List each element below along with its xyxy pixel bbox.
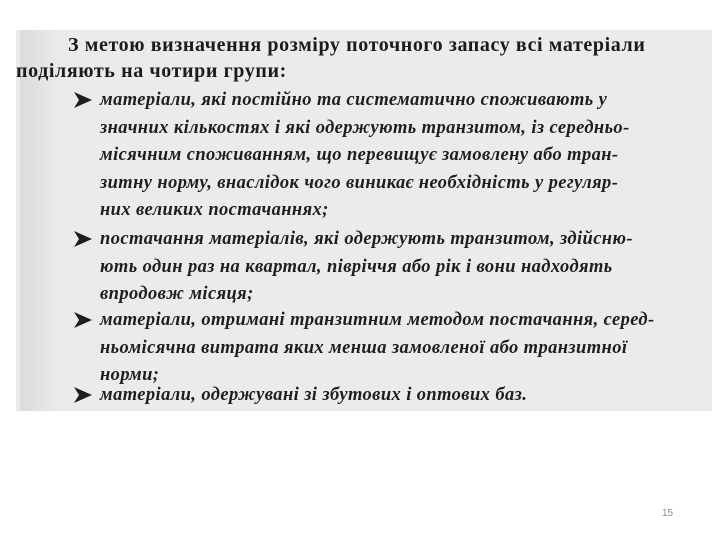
text-line: норми;	[100, 365, 160, 385]
text-line: впродовж місяця;	[100, 284, 254, 304]
text-line: матеріали, які постійно та систематично споживають у	[100, 90, 608, 110]
text-line: зитну норму, внаслідок чого виникає необхідність у регуляр-	[100, 172, 619, 193]
text-line: ють один раз на квартал, півріччя або рік і вони надходять	[100, 256, 613, 277]
list-item-text	[100, 382, 527, 410]
text-line: них великих постачаннях;	[100, 200, 329, 220]
text-line: ньомісячна витрата яких менша замовленої або транзитної	[100, 337, 628, 358]
page-number: 15	[662, 508, 674, 519]
arrow-bullet-icon	[72, 309, 94, 331]
text-line: постачання матеріалів, які одержують транзитом, здійсню-	[100, 229, 633, 249]
arrow-bullet-icon	[72, 384, 94, 406]
text-line: матеріали, одержувані зі збутових і оптових баз.	[100, 385, 528, 405]
list-item-text	[100, 226, 633, 309]
arrow-bullet-icon	[72, 228, 94, 250]
heading-line-1: З метою визначення розміру поточного запасу всі матеріали	[68, 34, 646, 56]
scanned-page	[16, 30, 712, 411]
list-item-text	[100, 307, 655, 390]
list-item-text	[100, 87, 630, 225]
scan-margin-shadow	[20, 30, 72, 411]
heading-line-2: поділяють на чотири групи:	[16, 60, 287, 82]
text-line: значних кількостях і які одержують транзитом, із середньо-	[100, 117, 630, 138]
text-line: матеріали, отримані транзитним методом постачання, серед-	[100, 310, 655, 330]
text-line: місячним споживанням, що перевищує замовлену або тран-	[100, 145, 619, 165]
arrow-bullet-icon	[72, 89, 94, 111]
